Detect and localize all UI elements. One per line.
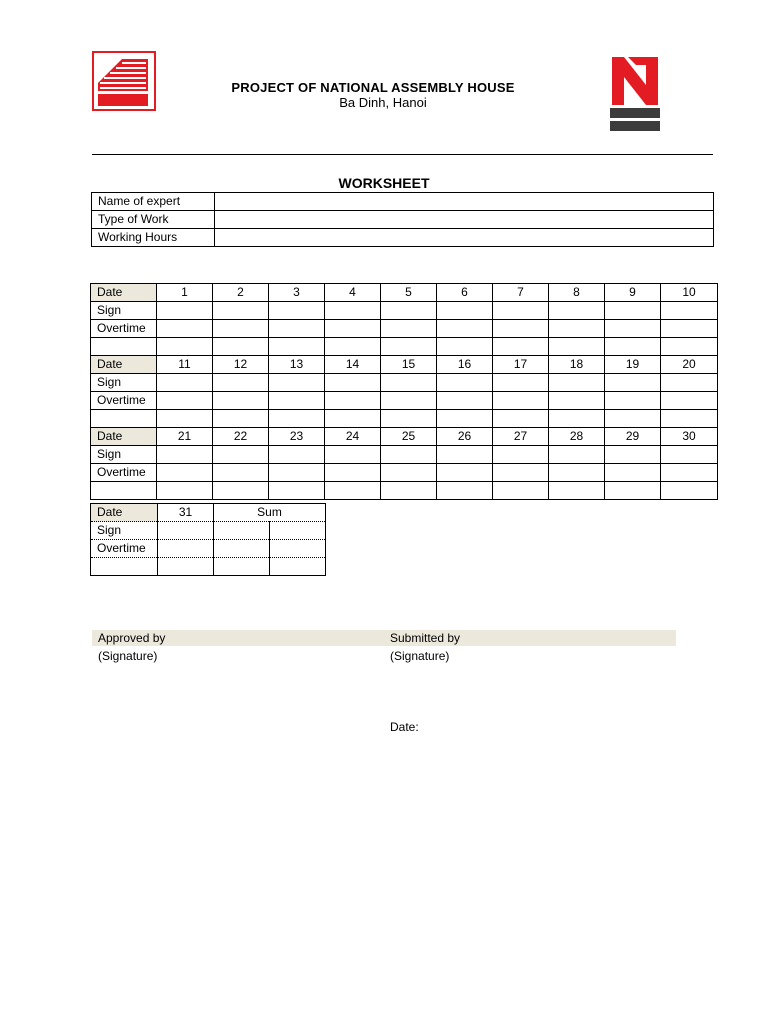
sign-label: Sign [91,446,157,464]
day-number: 2 [213,284,269,302]
overtime-cell[interactable] [325,320,381,338]
sign-cell[interactable] [213,374,269,392]
blank-row [91,410,718,428]
sign-cell[interactable] [493,446,549,464]
day-number: 30 [661,428,718,446]
day-number: 31 [158,504,214,522]
blank-cell [157,338,213,356]
blank-cell [214,558,270,576]
day-number: 19 [605,356,661,374]
blank-cell [549,410,605,428]
sign-row [91,374,718,392]
blank-cell [493,482,549,500]
blank-cell [437,482,493,500]
blank-cell [91,558,158,576]
sign-cell[interactable] [325,374,381,392]
overtime-sum-cell[interactable] [214,540,270,558]
approved-by-label: Approved by [98,631,166,645]
blank-cell [661,410,718,428]
day-number: 27 [493,428,549,446]
blank-cell [437,410,493,428]
name-of-expert-field[interactable] [215,193,714,211]
overtime-cell[interactable] [437,320,493,338]
overtime-cell[interactable] [437,464,493,482]
sum-label: Sum [214,504,326,522]
overtime-row [91,540,326,558]
sign-cell[interactable] [493,374,549,392]
overtime-cell[interactable] [493,320,549,338]
overtime-cell[interactable] [213,464,269,482]
day-number: 3 [269,284,325,302]
day-number: 21 [157,428,213,446]
sign-cell[interactable] [437,374,493,392]
sign-sum-cell[interactable] [214,522,270,540]
sign-cell[interactable] [605,446,661,464]
expert-info-table [91,192,714,247]
day-number: 5 [381,284,437,302]
sign-cell[interactable] [157,374,213,392]
overtime-cell[interactable] [157,464,213,482]
day-number: 22 [213,428,269,446]
sign-label: Sign [91,302,157,320]
date-row [91,284,718,302]
sign-cell[interactable] [269,374,325,392]
field-label: Type of Work [92,211,215,229]
info-row [92,211,714,229]
overtime-label: Overtime [91,540,158,558]
overtime-label: Overtime [91,320,157,338]
sign-cell[interactable] [605,302,661,320]
overtime-cell[interactable] [269,464,325,482]
sign-cell[interactable] [158,522,214,540]
sign-cell[interactable] [549,446,605,464]
blank-cell [269,482,325,500]
day-number: 10 [661,284,718,302]
sign-cell[interactable] [381,446,437,464]
blank-cell [605,338,661,356]
overtime-cell[interactable] [325,392,381,410]
overtime-cell[interactable] [437,392,493,410]
day-number: 8 [549,284,605,302]
submitted-by-label: Submitted by [390,631,461,645]
overtime-cell[interactable] [661,392,718,410]
approver-signature-label: (Signature) [98,649,158,663]
day-number: 28 [549,428,605,446]
day-number: 4 [325,284,381,302]
approval-header-band [92,630,676,646]
day-number: 1 [157,284,213,302]
sign-cell[interactable] [213,302,269,320]
blank-cell [91,410,157,428]
type-of-work-field[interactable] [215,211,714,229]
blank-cell [325,410,381,428]
sign-cell[interactable] [213,446,269,464]
overtime-cell[interactable] [381,320,437,338]
blank-cell [437,338,493,356]
blank-cell [158,558,214,576]
blank-row [91,482,718,500]
sign-cell[interactable] [157,302,213,320]
overtime-cell[interactable] [605,392,661,410]
date-row [91,428,718,446]
date-label: Date: [390,720,419,734]
blank-cell [213,338,269,356]
overtime-cell[interactable] [493,392,549,410]
day-number: 9 [605,284,661,302]
day-number: 15 [381,356,437,374]
blank-cell [661,338,718,356]
blank-cell [269,410,325,428]
sign-cell[interactable] [661,374,718,392]
overtime-cell[interactable] [269,320,325,338]
blank-cell [213,482,269,500]
day-number: 25 [381,428,437,446]
sign-cell[interactable] [325,446,381,464]
sign-cell[interactable] [549,374,605,392]
day-number: 17 [493,356,549,374]
blank-cell [270,558,326,576]
blank-row [91,558,326,576]
sign-label: Sign [91,522,158,540]
day-number: 29 [605,428,661,446]
nihon-sekkei-logo [606,55,664,133]
day-number: 13 [269,356,325,374]
sign-cell[interactable] [661,446,718,464]
header-divider [92,154,713,155]
sign-cell[interactable] [157,446,213,464]
blank-cell [381,338,437,356]
overtime-row [91,464,718,482]
sign-cell[interactable] [381,374,437,392]
sign-row [91,522,326,540]
blank-cell [325,482,381,500]
blank-cell [493,410,549,428]
submitter-signature-label: (Signature) [390,649,450,663]
date-row [91,504,326,522]
day-number: 20 [661,356,718,374]
blank-cell [493,338,549,356]
sign-cell[interactable] [325,302,381,320]
overtime-cell[interactable] [158,540,214,558]
overtime-cell[interactable] [549,392,605,410]
date-label: Date [91,504,158,522]
day-number: 14 [325,356,381,374]
overtime-cell[interactable] [269,392,325,410]
sign-cell[interactable] [269,446,325,464]
day-number: 11 [157,356,213,374]
overtime-cell[interactable] [549,464,605,482]
worksheet-title: WORKSHEET [338,175,430,191]
blank-cell [157,482,213,500]
overtime-cell[interactable] [325,464,381,482]
sign-row [91,302,718,320]
sign-row [91,446,718,464]
sign-cell[interactable] [549,302,605,320]
info-row [92,229,714,247]
date-label: Date [91,284,157,302]
day-number: 12 [213,356,269,374]
day-number: 24 [325,428,381,446]
overtime-row [91,392,718,410]
blank-cell [605,482,661,500]
overtime-label: Overtime [91,392,157,410]
overtime-cell[interactable] [661,464,718,482]
blank-cell [91,338,157,356]
overtime-cell[interactable] [549,320,605,338]
working-hours-field[interactable] [215,229,714,247]
day-number: 18 [549,356,605,374]
sign-cell[interactable] [605,374,661,392]
attendance-calendar [90,283,718,500]
overtime-cell[interactable] [605,320,661,338]
sign-sum-cell[interactable] [270,522,326,540]
blank-cell [661,482,718,500]
project-location: Ba Dinh, Hanoi [339,95,427,110]
date-row [91,356,718,374]
info-row [92,193,714,211]
day-number: 16 [437,356,493,374]
sign-label: Sign [91,374,157,392]
overtime-cell[interactable] [381,464,437,482]
date-label: Date [91,428,157,446]
sign-cell[interactable] [493,302,549,320]
attendance-calendar-last [90,503,326,576]
field-label: Name of expert [92,193,215,211]
blank-row [91,338,718,356]
overtime-cell[interactable] [381,392,437,410]
overtime-cell[interactable] [661,320,718,338]
day-number: 7 [493,284,549,302]
blank-cell [381,410,437,428]
blank-cell [157,410,213,428]
blank-cell [91,482,157,500]
overtime-cell[interactable] [213,392,269,410]
overtime-cell[interactable] [605,464,661,482]
overtime-cell[interactable] [493,464,549,482]
blank-cell [549,338,605,356]
blank-cell [549,482,605,500]
day-number: 23 [269,428,325,446]
blank-cell [381,482,437,500]
date-label: Date [91,356,157,374]
overtime-label: Overtime [91,464,157,482]
project-title: PROJECT OF NATIONAL ASSEMBLY HOUSE [231,80,515,95]
overtime-cell[interactable] [157,392,213,410]
sign-cell[interactable] [381,302,437,320]
overtime-sum-cell[interactable] [270,540,326,558]
blank-cell [605,410,661,428]
blank-cell [269,338,325,356]
sign-cell[interactable] [269,302,325,320]
day-number: 6 [437,284,493,302]
overtime-cell[interactable] [157,320,213,338]
sign-cell[interactable] [437,302,493,320]
sign-cell[interactable] [661,302,718,320]
overtime-row [91,320,718,338]
day-number: 26 [437,428,493,446]
field-label: Working Hours [92,229,215,247]
blank-cell [325,338,381,356]
sign-cell[interactable] [437,446,493,464]
coninco-logo [92,51,156,111]
overtime-cell[interactable] [213,320,269,338]
blank-cell [213,410,269,428]
